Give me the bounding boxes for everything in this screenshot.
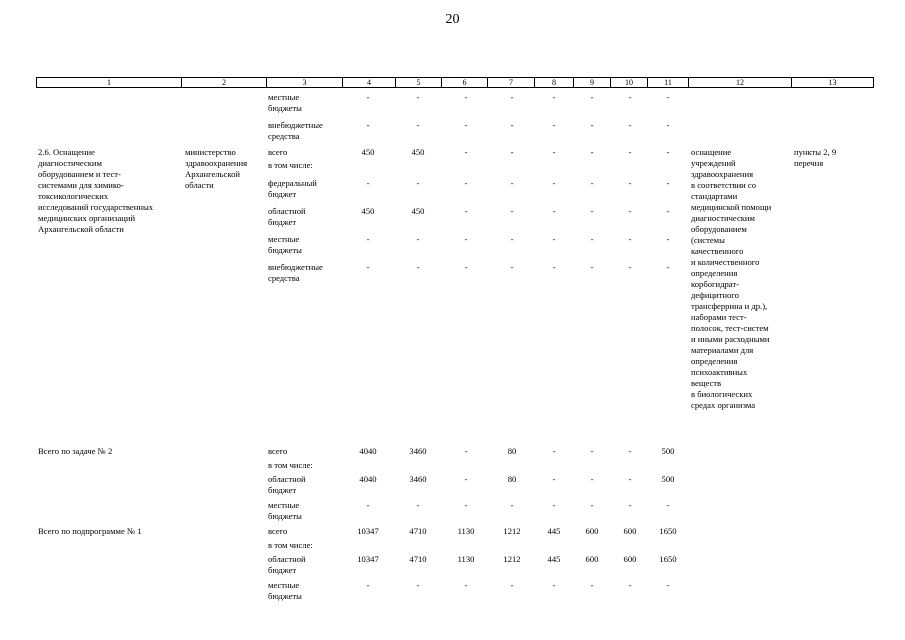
funding-source-label: средства bbox=[268, 131, 300, 141]
cell-value: - bbox=[464, 120, 468, 130]
cell-value: - bbox=[366, 262, 370, 272]
cell-value: - bbox=[510, 206, 514, 216]
expected-result: медицинской помощи bbox=[691, 202, 772, 212]
cell-value: - bbox=[464, 446, 468, 456]
cell-value: 1130 bbox=[457, 554, 475, 564]
cell-value: - bbox=[590, 206, 594, 216]
header-col-11: 11 bbox=[647, 77, 689, 88]
cell-value: - bbox=[666, 262, 670, 272]
cell-value: 600 bbox=[623, 526, 637, 536]
cell-value: - bbox=[666, 500, 670, 510]
funding-source-label: всего bbox=[268, 147, 288, 157]
cell-value: - bbox=[552, 474, 556, 484]
cell-value: - bbox=[628, 262, 632, 272]
cell-value: - bbox=[590, 92, 594, 102]
funding-source-label: местные bbox=[268, 234, 300, 244]
header-col-4: 4 bbox=[342, 77, 396, 88]
cell-value: 4710 bbox=[409, 526, 427, 536]
cell-value: - bbox=[628, 147, 632, 157]
cell-value: 450 bbox=[361, 147, 375, 157]
cell-value: 4710 bbox=[409, 554, 427, 564]
cell-value: 600 bbox=[585, 526, 599, 536]
executor: здравоохранения bbox=[185, 158, 248, 168]
cell-value: - bbox=[416, 234, 420, 244]
header-col-10: 10 bbox=[610, 77, 648, 88]
cell-value: - bbox=[552, 178, 556, 188]
expected-result: в биологических bbox=[691, 389, 753, 399]
cell-value: 80 bbox=[507, 474, 517, 484]
funding-source-label: бюджеты bbox=[268, 511, 302, 521]
cell-value: 4040 bbox=[359, 446, 377, 456]
funding-source-label: внебюджетные bbox=[268, 262, 323, 272]
cell-value: - bbox=[552, 92, 556, 102]
cell-value: - bbox=[510, 580, 514, 590]
expected-result: определения bbox=[691, 356, 738, 366]
cell-value: - bbox=[628, 446, 632, 456]
header-col-2: 2 bbox=[181, 77, 267, 88]
expected-result: и иными расходными bbox=[691, 334, 770, 344]
cell-value: - bbox=[666, 234, 670, 244]
header-col-7: 7 bbox=[487, 77, 535, 88]
cell-value: - bbox=[590, 234, 594, 244]
reference: пункты 2, 9 bbox=[794, 147, 837, 157]
expected-result: наборами тест- bbox=[691, 312, 747, 322]
cell-value: 3460 bbox=[409, 446, 427, 456]
cell-value: 600 bbox=[623, 554, 637, 564]
activity-name: медицинских организаций bbox=[38, 213, 136, 223]
cell-value: 1130 bbox=[457, 526, 475, 536]
activity-name: исследований государственных bbox=[38, 202, 154, 212]
cell-value: 445 bbox=[547, 554, 561, 564]
total-label: Всего по подпрограмме № 1 bbox=[38, 526, 142, 536]
cell-value: - bbox=[666, 580, 670, 590]
cell-value: - bbox=[666, 206, 670, 216]
funding-source-label: бюджеты bbox=[268, 245, 302, 255]
header-col-9: 9 bbox=[573, 77, 611, 88]
cell-value: - bbox=[590, 500, 594, 510]
cell-value: 1212 bbox=[503, 526, 521, 536]
reference: перечня bbox=[794, 158, 824, 168]
funding-source-label: местные bbox=[268, 500, 300, 510]
funding-source-label: местные bbox=[268, 92, 300, 102]
funding-source-label: бюджеты bbox=[268, 103, 302, 113]
funding-source-label: бюджет bbox=[268, 565, 297, 575]
cell-value: - bbox=[628, 234, 632, 244]
cell-value: 10347 bbox=[357, 554, 379, 564]
cell-value: 1650 bbox=[659, 526, 677, 536]
cell-value: - bbox=[628, 120, 632, 130]
cell-value: - bbox=[464, 234, 468, 244]
cell-value: 4040 bbox=[359, 474, 377, 484]
cell-value: - bbox=[366, 178, 370, 188]
cell-value: - bbox=[464, 580, 468, 590]
cell-value: - bbox=[666, 92, 670, 102]
header-col-8: 8 bbox=[534, 77, 574, 88]
expected-result: веществ bbox=[691, 378, 722, 388]
cell-value: - bbox=[464, 147, 468, 157]
cell-value: 80 bbox=[507, 446, 517, 456]
funding-source-label: в том числе: bbox=[268, 540, 313, 550]
cell-value: - bbox=[510, 120, 514, 130]
activity-name: токсикологических bbox=[38, 191, 109, 201]
expected-result: стандартами bbox=[691, 191, 738, 201]
cell-value: - bbox=[552, 500, 556, 510]
cell-value: - bbox=[552, 580, 556, 590]
cell-value: 500 bbox=[661, 474, 675, 484]
executor: министерство bbox=[185, 147, 236, 157]
cell-value: - bbox=[628, 474, 632, 484]
cell-value: - bbox=[510, 178, 514, 188]
cell-value: - bbox=[464, 500, 468, 510]
cell-value: 450 bbox=[411, 206, 425, 216]
funding-source-label: бюджеты bbox=[268, 591, 302, 601]
expected-result: оснащение bbox=[691, 147, 732, 157]
activity-name: диагностическим bbox=[38, 158, 102, 168]
cell-value: - bbox=[416, 500, 420, 510]
expected-result: корбогидрат- bbox=[691, 279, 740, 289]
cell-value: 445 bbox=[547, 526, 561, 536]
header-col-13: 13 bbox=[791, 77, 874, 88]
cell-value: - bbox=[510, 234, 514, 244]
funding-source-label: областной bbox=[268, 206, 306, 216]
activity-name: оборудованием и тест- bbox=[38, 169, 121, 179]
funding-source-label: средства bbox=[268, 273, 300, 283]
expected-result: определения bbox=[691, 268, 738, 278]
expected-result: здравоохранения bbox=[691, 169, 754, 179]
cell-value: - bbox=[510, 147, 514, 157]
total-label: Всего по задаче № 2 bbox=[38, 446, 113, 456]
cell-value: - bbox=[416, 178, 420, 188]
cell-value: 500 bbox=[661, 446, 675, 456]
cell-value: - bbox=[464, 474, 468, 484]
cell-value: - bbox=[510, 500, 514, 510]
cell-value: - bbox=[666, 178, 670, 188]
cell-value: - bbox=[552, 446, 556, 456]
cell-value: - bbox=[552, 234, 556, 244]
cell-value: 600 bbox=[585, 554, 599, 564]
expected-result: качественного bbox=[691, 246, 744, 256]
expected-result: дефицитного bbox=[691, 290, 739, 300]
funding-source-label: в том числе: bbox=[268, 460, 313, 470]
cell-value: - bbox=[464, 262, 468, 272]
funding-source-label: областной bbox=[268, 474, 306, 484]
cell-value: - bbox=[628, 92, 632, 102]
cell-value: - bbox=[590, 147, 594, 157]
cell-value: - bbox=[552, 206, 556, 216]
funding-source-label: областной bbox=[268, 554, 306, 564]
cell-value: - bbox=[590, 580, 594, 590]
expected-result: в соответствии со bbox=[691, 180, 757, 190]
cell-value: - bbox=[366, 120, 370, 130]
cell-value: 450 bbox=[411, 147, 425, 157]
cell-value: - bbox=[590, 446, 594, 456]
cell-value: - bbox=[416, 262, 420, 272]
page-number: 20 bbox=[445, 12, 460, 27]
cell-value: - bbox=[416, 92, 420, 102]
expected-result: учреждений bbox=[691, 158, 736, 168]
cell-value: - bbox=[464, 206, 468, 216]
header-col-5: 5 bbox=[395, 77, 442, 88]
cell-value: - bbox=[416, 580, 420, 590]
cell-value: - bbox=[628, 500, 632, 510]
cell-value: - bbox=[464, 92, 468, 102]
expected-result: (системы bbox=[691, 235, 725, 245]
table-header-row bbox=[36, 77, 874, 88]
cell-value: 10347 bbox=[357, 526, 379, 536]
header-col-3: 3 bbox=[266, 77, 343, 88]
header-col-1: 1 bbox=[36, 77, 182, 88]
expected-result: оборудованием bbox=[691, 224, 747, 234]
activity-name: Архангельской области bbox=[38, 224, 124, 234]
cell-value: - bbox=[590, 474, 594, 484]
cell-value: 3460 bbox=[409, 474, 427, 484]
cell-value: - bbox=[628, 206, 632, 216]
expected-result: полосок, тест-систем bbox=[691, 323, 769, 333]
cell-value: - bbox=[366, 500, 370, 510]
cell-value: 1212 bbox=[503, 554, 521, 564]
expected-result: трансферрина и др.), bbox=[691, 301, 768, 311]
funding-source-label: бюджет bbox=[268, 485, 297, 495]
executor: области bbox=[185, 180, 214, 190]
cell-value: - bbox=[510, 92, 514, 102]
cell-value: 1650 bbox=[659, 554, 677, 564]
executor: Архангельской bbox=[185, 169, 240, 179]
funding-source-label: в том числе: bbox=[268, 160, 313, 170]
cell-value: - bbox=[628, 580, 632, 590]
funding-source-label: внебюджетные bbox=[268, 120, 323, 130]
funding-source-label: местные bbox=[268, 580, 300, 590]
cell-value: - bbox=[666, 120, 670, 130]
cell-value: - bbox=[552, 262, 556, 272]
expected-result: диагностическим bbox=[691, 213, 755, 223]
cell-value: - bbox=[666, 147, 670, 157]
funding-source-label: бюджет bbox=[268, 189, 297, 199]
expected-result: материалами для bbox=[691, 345, 754, 355]
cell-value: - bbox=[590, 262, 594, 272]
activity-name: 2.6. Оснащение bbox=[38, 147, 95, 157]
expected-result: и количественного bbox=[691, 257, 760, 267]
funding-source-label: всего bbox=[268, 526, 288, 536]
cell-value: - bbox=[590, 120, 594, 130]
expected-result: средах организма bbox=[691, 400, 756, 410]
activity-name: системами для химико- bbox=[38, 180, 124, 190]
funding-source-label: федеральный bbox=[268, 178, 317, 188]
cell-value: - bbox=[510, 262, 514, 272]
cell-value: 450 bbox=[361, 206, 375, 216]
expected-result: психоактивных bbox=[691, 367, 748, 377]
cell-value: - bbox=[366, 580, 370, 590]
cell-value: - bbox=[366, 234, 370, 244]
cell-value: - bbox=[590, 178, 594, 188]
cell-value: - bbox=[552, 120, 556, 130]
funding-source-label: всего bbox=[268, 446, 288, 456]
cell-value: - bbox=[552, 147, 556, 157]
funding-source-label: бюджет bbox=[268, 217, 297, 227]
header-col-12: 12 bbox=[688, 77, 792, 88]
cell-value: - bbox=[628, 178, 632, 188]
header-col-6: 6 bbox=[441, 77, 488, 88]
cell-value: - bbox=[416, 120, 420, 130]
cell-value: - bbox=[464, 178, 468, 188]
cell-value: - bbox=[366, 92, 370, 102]
